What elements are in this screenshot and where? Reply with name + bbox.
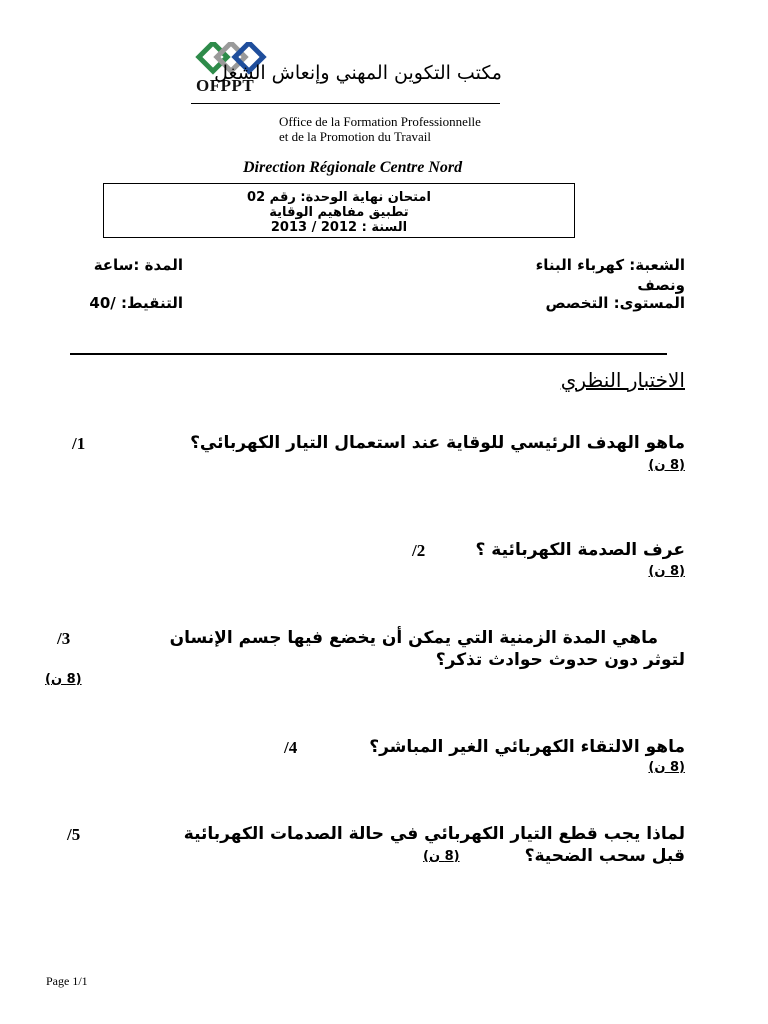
- duration-half: ونصف: [637, 276, 685, 294]
- header-divider: [191, 103, 500, 104]
- question-3-number: /3: [57, 629, 71, 648]
- question-1-text: ماهو الهدف الرئيسي للوقاية عند استعمال التيار الكهربائي؟: [190, 433, 685, 453]
- question-5-number: /5: [67, 825, 81, 844]
- question-4-text: ماهو الالتقاء الكهربائي الغير المباشر؟: [369, 737, 685, 757]
- branch-label: الشعبة: كهرباء البناء: [535, 256, 685, 274]
- page-number: Page 1/1: [46, 974, 88, 988]
- office-line-2: et de la Promotion du Travail: [279, 129, 432, 144]
- question-5-text-line-1: لماذا يجب قطع التيار الكهربائي في حالة الصدمات الكهربائية: [183, 824, 685, 844]
- question-3-text-line-1: ماهي المدة الزمنية التي يمكن أن يخضع فيها جسم الإنسان: [169, 628, 658, 648]
- office-name: [279, 114, 481, 144]
- question-2-text: عرف الصدمة الكهربائية ؟: [475, 540, 685, 560]
- question-4-number: /4: [284, 738, 298, 757]
- arabic-institution-title: مكتب التكوين المهني وإنعاش الشغل: [214, 62, 502, 84]
- regional-direction: Direction Régionale Centre Nord: [243, 159, 463, 176]
- question-1-number: /1: [72, 434, 86, 453]
- exam-module: تطبيق مفاهيم الوقاية: [269, 205, 409, 220]
- grading-label: التنقيط: /40: [89, 294, 183, 312]
- question-2-points: (8 ن): [648, 564, 685, 579]
- question-4-points: (8 ن): [648, 760, 685, 775]
- question-3-points: (8 ن): [45, 672, 82, 687]
- duration-label: المدة :ساعة: [93, 256, 183, 274]
- office-line-1: Office de la Formation Professionnelle: [279, 114, 481, 129]
- exam-year: السنة : 2012 / 2013: [270, 220, 408, 235]
- question-5-text-line-2: قبل سحب الضحية؟: [524, 846, 685, 866]
- question-2-number: /2: [412, 541, 426, 560]
- logo-text: OFPPT: [196, 76, 255, 95]
- question-3-text-line-2: لتوثر دون حدوث حوادث تذكر؟: [435, 650, 685, 670]
- info-divider: [70, 353, 667, 355]
- exam-info-box: [103, 183, 575, 238]
- question-1-points: (8 ن): [648, 458, 685, 473]
- exam-title: امتحان نهاية الوحدة: رقم 02: [247, 190, 431, 205]
- question-5-points: (8 ن): [423, 849, 460, 864]
- level-label: المستوى: التخصص: [545, 294, 685, 312]
- section-title: الاختبار النظري: [560, 368, 685, 392]
